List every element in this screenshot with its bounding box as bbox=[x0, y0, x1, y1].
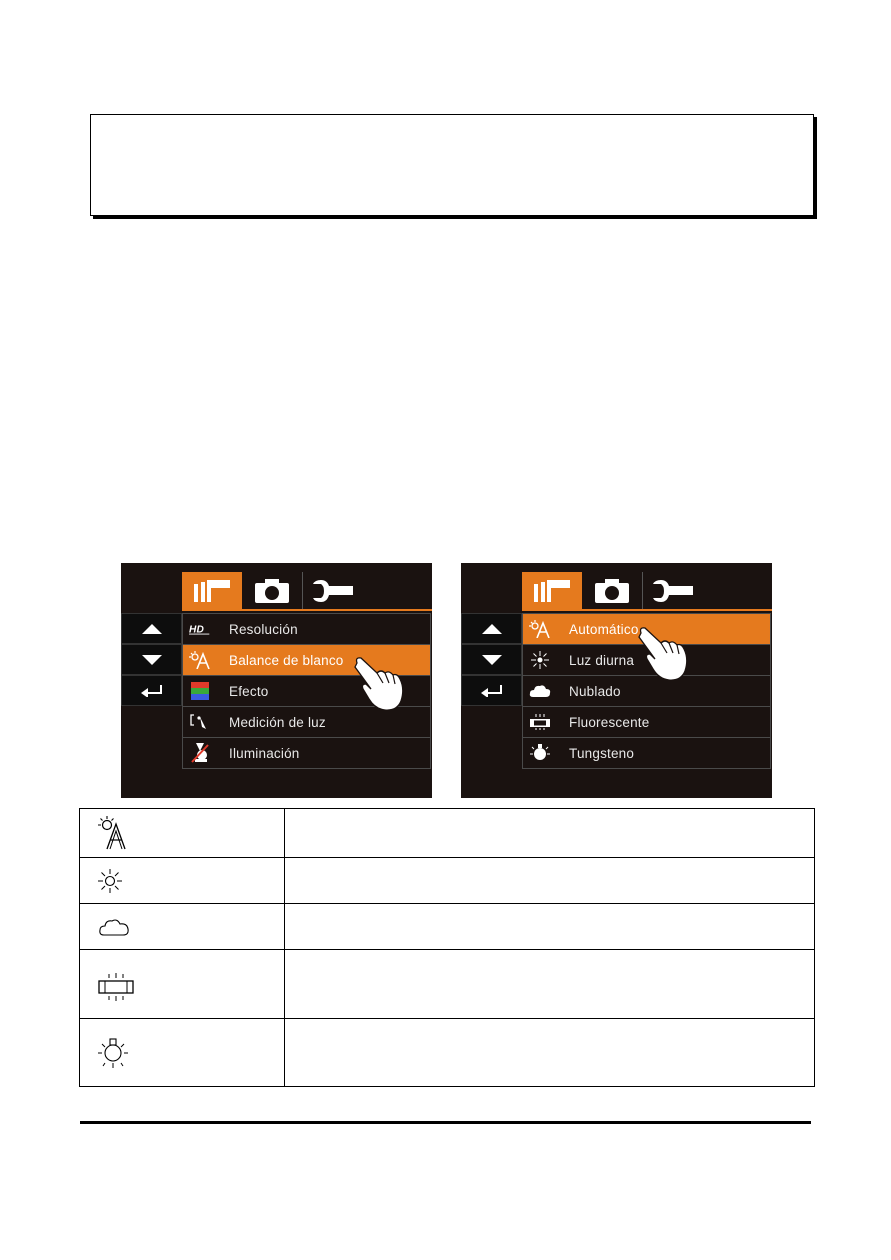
menu-label: Tungsteno bbox=[569, 745, 635, 761]
wrench-icon bbox=[653, 580, 693, 602]
description-cell bbox=[285, 950, 815, 1019]
menu-item-tungsten[interactable] bbox=[522, 738, 771, 769]
table-row bbox=[80, 950, 815, 1019]
fluorescent-icon bbox=[98, 973, 134, 1001]
enter-icon bbox=[481, 685, 503, 697]
tab-underline bbox=[182, 609, 432, 611]
up-button[interactable] bbox=[461, 613, 522, 644]
menu-label: Efecto bbox=[229, 683, 269, 699]
camera-menu-screen-right bbox=[461, 563, 772, 798]
camera-icon bbox=[595, 579, 629, 603]
menu-item-resolution[interactable] bbox=[182, 613, 431, 645]
side-buttons bbox=[121, 613, 182, 705]
arrow-down-icon bbox=[482, 655, 502, 665]
svg-text:HD: HD bbox=[189, 624, 204, 636]
icon-cell bbox=[80, 950, 285, 1019]
video-tab-icon bbox=[534, 580, 570, 602]
menu-label: Automático bbox=[569, 621, 639, 637]
enter-button[interactable] bbox=[121, 675, 182, 706]
tungsten-icon bbox=[529, 744, 551, 762]
menu-label: Luz diurna bbox=[569, 652, 635, 668]
white-balance-auto-icon bbox=[189, 651, 211, 669]
white-balance-auto-icon bbox=[529, 620, 551, 638]
cloudy-icon bbox=[529, 682, 551, 700]
tab-video[interactable] bbox=[522, 572, 582, 610]
note-box bbox=[90, 114, 814, 216]
metering-icon bbox=[189, 713, 211, 731]
camera-menu-screen-left bbox=[121, 563, 432, 798]
pointer-hand-icon bbox=[637, 625, 691, 685]
description-cell bbox=[285, 1019, 815, 1087]
wrench-icon bbox=[313, 580, 353, 602]
menu-item-light[interactable] bbox=[182, 738, 431, 769]
light-icon bbox=[189, 744, 211, 762]
arrow-down-icon bbox=[142, 655, 162, 665]
menu-label: Fluorescente bbox=[569, 714, 650, 730]
cloudy-icon bbox=[98, 917, 130, 937]
description-cell bbox=[285, 858, 815, 904]
up-button[interactable] bbox=[121, 613, 182, 644]
table-row bbox=[80, 1019, 815, 1087]
menu-tabs bbox=[522, 572, 772, 610]
white-balance-auto-icon bbox=[98, 816, 128, 850]
description-cell bbox=[285, 904, 815, 950]
icon-cell bbox=[80, 809, 285, 858]
daylight-icon bbox=[98, 869, 122, 893]
menu-label: Medición de luz bbox=[229, 714, 326, 730]
menu-label: Balance de blanco bbox=[229, 652, 344, 668]
down-button[interactable] bbox=[461, 644, 522, 675]
hd-icon bbox=[189, 620, 211, 638]
tab-settings[interactable] bbox=[303, 572, 363, 610]
tab-video[interactable] bbox=[182, 572, 242, 610]
camera-icon bbox=[255, 579, 289, 603]
tab-underline bbox=[522, 609, 772, 611]
arrow-up-icon bbox=[482, 624, 502, 634]
description-cell bbox=[285, 809, 815, 858]
tab-settings[interactable] bbox=[643, 572, 703, 610]
enter-icon bbox=[141, 685, 163, 697]
fluorescent-icon bbox=[529, 713, 551, 731]
menu-tabs bbox=[182, 572, 432, 610]
menu-label: Nublado bbox=[569, 683, 621, 699]
arrow-up-icon bbox=[142, 624, 162, 634]
icon-cell bbox=[80, 904, 285, 950]
menu-label: Iluminación bbox=[229, 745, 300, 761]
pointer-hand-icon bbox=[353, 655, 407, 715]
effect-icon bbox=[189, 682, 211, 700]
tab-camera[interactable] bbox=[242, 572, 303, 610]
video-tab-icon bbox=[194, 580, 230, 602]
icon-cell bbox=[80, 1019, 285, 1087]
menu-item-fluorescent[interactable] bbox=[522, 707, 771, 738]
icon-cell bbox=[80, 858, 285, 904]
daylight-icon bbox=[529, 651, 551, 669]
side-buttons bbox=[461, 613, 522, 705]
tungsten-icon bbox=[98, 1037, 128, 1069]
white-balance-table bbox=[79, 808, 815, 1087]
menu-label: Resolución bbox=[229, 621, 298, 637]
footer-rule bbox=[80, 1121, 811, 1124]
table-row bbox=[80, 809, 815, 858]
enter-button[interactable] bbox=[461, 675, 522, 706]
table-row bbox=[80, 858, 815, 904]
tab-camera[interactable] bbox=[582, 572, 643, 610]
table-row bbox=[80, 904, 815, 950]
down-button[interactable] bbox=[121, 644, 182, 675]
